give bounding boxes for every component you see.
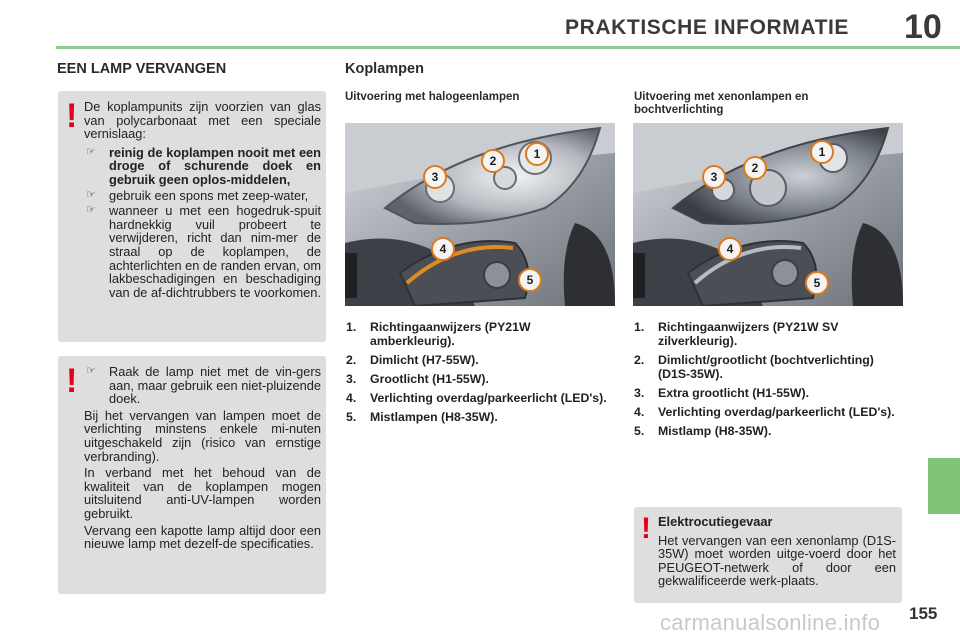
paragraph: Vervang een kapotte lamp altijd door een nieuwe lamp met dezelf-de specificaties. bbox=[84, 522, 321, 552]
header-rule bbox=[56, 46, 960, 49]
callout-2: 2 bbox=[743, 156, 767, 180]
warning-icon: ! bbox=[66, 362, 78, 400]
callout-3: 3 bbox=[702, 165, 726, 189]
bullet-text: Raak de lamp niet met de vin-gers aan, maar gebruik een niet-pluizende doek. bbox=[109, 364, 321, 407]
list-item: 5. Mistlampen (H8-35W). bbox=[346, 410, 498, 424]
watermark: carmanualsonline.info bbox=[660, 610, 881, 635]
list-item: 4. Verlichting overdag/parkeerlicht (LED's). bbox=[634, 405, 895, 419]
xenon-subtitle: Uitvoering met xenonlampen en bochtverlichting bbox=[634, 91, 809, 116]
xenon-headlamp-photo bbox=[633, 123, 903, 306]
electrocution-warning-box bbox=[634, 507, 902, 603]
list-item: 1. Richtingaanwijzers (PY21W amberkleurig). bbox=[346, 320, 531, 348]
list-item bbox=[84, 146, 321, 187]
paragraph: In verband met het behoud van de kwaliteit van de koplampen mogen uitsluitend anti-UV-lampen worden gebruikt. bbox=[84, 465, 321, 521]
bullet-text: wanneer u met een hogedruk-spuit hardnekkig vuil probeert te verwijderen, richt dan nim-mer de straal op de koplampen, de achterlichten en de randen ervan, om lakbeschadigingen en beschadiging van de af-dichtrubbers te voorkomen. bbox=[109, 203, 321, 300]
warning-icon: ! bbox=[66, 97, 78, 135]
subsection-title: Koplampen bbox=[345, 61, 424, 77]
callout-3: 3 bbox=[423, 165, 447, 189]
bullet-text: reinig de koplampen nooit met een droge of schurende doek en gebruik geen oplos-middelen, bbox=[109, 144, 321, 187]
pointing-hand-icon: ☞ bbox=[86, 145, 96, 158]
warning-text: Het vervangen van een xenonlamp (D1S-35W) moet worden uitge-voerd door het PEUGEOT-netwerk of door een gekwalificeerde werk-plaats. bbox=[658, 532, 896, 589]
list-item: 1. Richtingaanwijzers (PY21W SV zilverkleurig). bbox=[634, 320, 839, 348]
warning-box-lens-care bbox=[58, 91, 326, 342]
list-item bbox=[84, 204, 321, 299]
pointing-hand-icon: ☞ bbox=[86, 365, 96, 377]
chapter-title: PRAKTISCHE INFORMATIE bbox=[565, 16, 850, 39]
list-item: 3. Extra grootlicht (H1-55W). bbox=[634, 386, 809, 400]
list-item bbox=[84, 189, 321, 203]
box-intro-text: De koplampunits zijn voorzien van glas van polycarbonaat met een speciale vernislaag: bbox=[84, 99, 321, 142]
callout-5: 5 bbox=[805, 271, 829, 295]
section-title: EEN LAMP VERVANGEN bbox=[57, 61, 227, 77]
warning-icon: ! bbox=[641, 512, 651, 545]
list-item: 3. Grootlicht (H1-55W). bbox=[346, 372, 489, 386]
paragraph: Bij het vervangen van lampen moet de verlichting minstens enkele mi-nuten uitgeschakeld zijn (risico van ernstige verbranding). bbox=[84, 407, 321, 464]
callout-1: 1 bbox=[525, 142, 549, 166]
xenon-bulb-list bbox=[634, 320, 904, 443]
pointing-hand-icon: ☞ bbox=[86, 204, 96, 217]
callout-2: 2 bbox=[481, 149, 505, 173]
halogen-bulb-list bbox=[346, 320, 616, 429]
callout-4: 4 bbox=[718, 237, 742, 261]
pointing-hand-icon: ☞ bbox=[86, 188, 96, 201]
page-number: 155 bbox=[909, 604, 938, 623]
bullet-text: gebruik een spons met zeep-water, bbox=[109, 187, 309, 203]
callout-1: 1 bbox=[810, 140, 834, 164]
callout-5: 5 bbox=[518, 268, 542, 292]
list-item: 4. Verlichting overdag/parkeerlicht (LED's). bbox=[346, 391, 607, 405]
chapter-number: 10 bbox=[904, 8, 942, 46]
chapter-tab bbox=[928, 458, 960, 514]
list-item: 2. Dimlicht/grootlicht (bochtverlichting) (D1S-35W). bbox=[634, 353, 874, 381]
halogen-subtitle: Uitvoering met halogeenlampen bbox=[345, 91, 520, 103]
halogen-headlamp-photo bbox=[345, 123, 615, 306]
warning-title: Elektrocutiegevaar bbox=[658, 514, 773, 529]
callout-4: 4 bbox=[431, 237, 455, 261]
list-item: 2. Dimlicht (H7-55W). bbox=[346, 353, 479, 367]
list-item: 5. Mistlamp (H8-35W). bbox=[634, 424, 772, 438]
list-item bbox=[84, 365, 321, 406]
warning-box-bulb-handling bbox=[58, 356, 326, 594]
